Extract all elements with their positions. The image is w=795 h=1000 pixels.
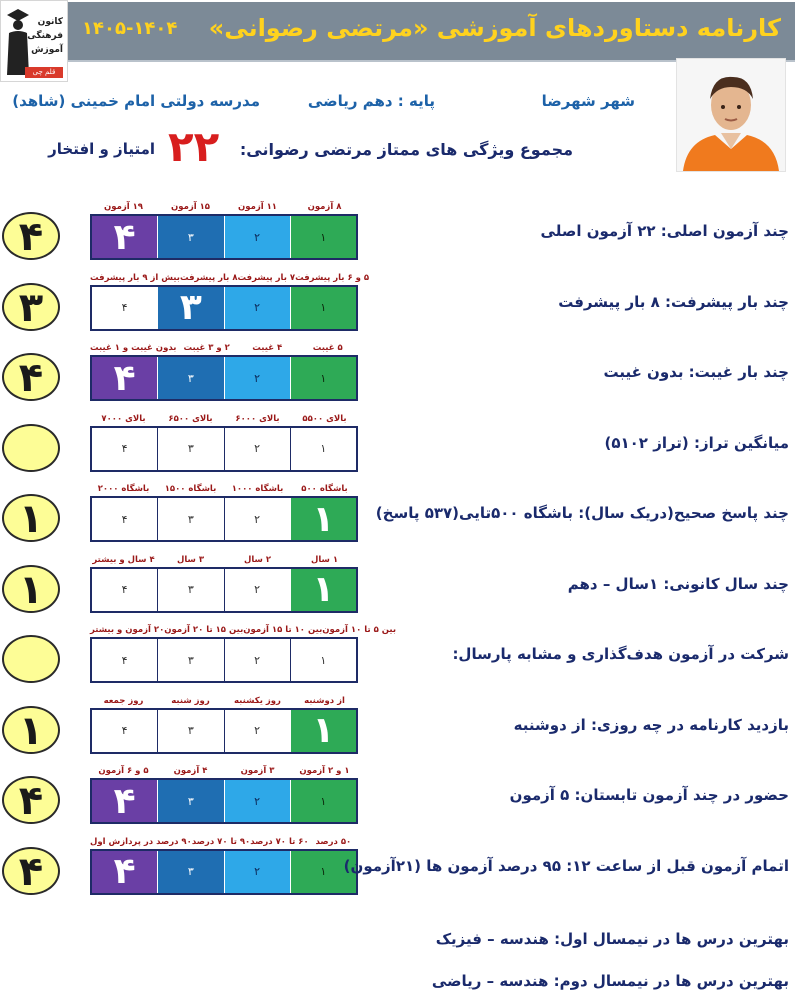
criteria-question: حضور در چند آزمون تابستان: ۵ آزمون [509,786,789,804]
tier-cell: ۱ [290,780,356,822]
tier-cell: ۳ [157,710,223,752]
criteria-row [0,341,795,401]
tier-caption: روز شنبه [171,695,210,706]
tier-scale [90,496,358,542]
tier-scale [90,214,358,260]
tier-caption: بالای ۶۵۰۰ [168,413,213,424]
student-school: مدرسه دولتی امام خمینی (شاهد) [12,92,260,110]
tier-cell: ۲ [224,428,290,470]
tier-cell: ۳ [157,569,223,611]
tier-cell: ۱ [290,639,356,681]
tier-caption: ۲ سال [243,554,272,565]
tier-cell: ۲ [224,216,290,258]
logo-line-2: فرهنگی [27,31,63,41]
criteria-question: شرکت در آزمون هدف‌گذاری و مشابه پارسال: [452,645,789,663]
tier-captions [90,482,358,496]
score-circle: ۱ [2,494,60,542]
tier-captions [90,412,358,426]
tier-caption: ۶۰ تا ۷۰ درصد [250,836,309,847]
tier-caption: ۲ و ۳ غیبت [183,343,230,353]
tier-scale [90,637,358,683]
tier-caption: ۱۱ آزمون [237,202,277,212]
tier-caption: ۳ سال [176,554,205,565]
tier-cell: ۱ [290,569,356,611]
tier-caption: ۵ و ۶ آزمون [98,766,149,776]
score-circle: ۴ [2,776,60,824]
tier-caption: ۴ غیبت [252,343,283,353]
criteria-question: چند آزمون اصلی: ۲۲ آزمون اصلی [540,222,789,240]
criteria-row [0,412,795,472]
tier-cell: ۴ [92,710,157,752]
criteria-question: بازدید کارنامه در چه روزی: از دوشنبه [513,715,789,734]
tier-caption: ۵۰ درصد [315,836,352,847]
tier-caption: ۵ غیبت [312,343,343,353]
tier-cell: ۳ [157,639,223,681]
criteria-row [0,835,795,895]
tier-cell: ۴ [92,569,157,611]
logo-badge: قلم چی [25,67,63,78]
tier-caption: باشگاه ۱۵۰۰ [164,484,217,494]
tier-cell: ۴ [92,216,157,258]
tier-cell: ۴ [92,639,157,681]
tier-cell: ۴ [92,428,157,470]
tier-caption: ۳ آزمون [240,766,275,776]
score-circle: ۳ [2,283,60,331]
score-circle: ۴ [2,847,60,895]
logo-line-3: آموزش [31,45,63,55]
criteria-row [0,271,795,331]
tier-cell: ۴ [92,357,157,399]
tier-cell: ۴ [92,287,157,329]
score-circle: ۴ [2,212,60,260]
student-city: شهر شهرضا [541,92,635,110]
tier-scale [90,778,358,824]
criteria-row [0,553,795,613]
tier-captions [90,553,358,567]
student-grade: پایه : دهم ریاضی [307,92,435,110]
best-courses-first-term: بهترین درس ها در نیمسال اول: هندسه – فیزیک [435,930,789,948]
tier-cell: ۲ [224,851,290,893]
tier-caption: ۸ بار پیشرفت [179,272,238,283]
criteria-question: چند پاسخ صحیح(دریک سال): باشگاه ۵۰۰تایی(۵۳۷ پاسخ) [375,504,789,522]
criteria-row [0,200,795,260]
tier-cell: ۱ [290,287,356,329]
score-circle [2,635,60,683]
criteria-row [0,482,795,542]
tier-cell: ۳ [157,851,223,893]
tier-scale [90,355,358,401]
tier-caption: ۱۵ آزمون [170,202,210,212]
tier-caption: بین ۵ تا ۱۰ آزمون [322,625,397,635]
score-circle: ۱ [2,706,60,754]
tier-cell: ۱ [290,710,356,752]
tier-caption: ۹۰ درصد در پردازش اول [90,836,192,847]
tier-caption: ۵ و ۶ بار پیشرفت [295,272,370,283]
tier-caption: ۷ بار پیشرفت [237,272,296,283]
tier-cell: ۱ [290,216,356,258]
total-score: ۲۲ [168,122,220,171]
tier-caption: بدون غیبت و ۱ غیبت [90,343,177,353]
tier-caption: ۹۰ تا ۷۰ درصد [191,836,251,847]
criteria-row [0,623,795,683]
tier-caption: باشگاه ۱۰۰۰ [231,484,284,494]
tier-scale [90,708,358,754]
criteria-question: اتمام آزمون قبل از ساعت ۱۲: ۹۵ درصد آزمون ها (۲۱آزمون) [343,856,789,875]
tier-caption: بین ۱۵ تا ۲۰ آزمون [164,625,244,635]
tier-cell: ۲ [224,639,290,681]
tier-cell: ۳ [157,780,223,822]
tier-caption: ۱ سال [310,554,339,565]
tier-cell: ۴ [92,498,157,540]
tier-caption: بین ۱۰ تا ۱۵ آزمون [243,625,323,635]
tier-cell: ۲ [224,498,290,540]
criteria-row [0,764,795,824]
page-title: کارنامه دستاوردهای آموزشی «مرتضی رضوانی» [208,14,781,42]
tier-captions [90,764,358,778]
tier-caption: ۱۹ آزمون [103,202,143,212]
tier-cell: ۲ [224,780,290,822]
tier-cell: ۱ [290,851,356,893]
criteria-row [0,694,795,754]
tier-scale [90,426,358,472]
tier-caption: ۲۰ آزمون و بیشتر [90,625,165,635]
criteria-question: میانگین تراز: (تراز ۵۱۰۲) [604,433,789,452]
tier-caption: ۴ آزمون [173,766,208,776]
logo-line-1: کانون [37,17,63,27]
tier-cell: ۲ [224,287,290,329]
criteria-question: چند بار پیشرفت: ۸ بار پیشرفت [558,292,789,311]
total-label: امتیاز و افتخار [48,140,155,158]
tier-cell: ۱ [290,498,356,540]
tier-cell: ۲ [224,357,290,399]
tier-caption: بالای ۶۰۰۰ [235,413,280,424]
tier-caption: ۴ سال و بیشتر [92,554,155,565]
tier-scale [90,567,358,613]
tier-cell: ۱ [290,428,356,470]
tier-captions [90,694,358,708]
tier-caption: روز یکشنبه [234,695,281,706]
tier-caption: از دوشنبه [304,695,345,706]
score-circle: ۴ [2,353,60,401]
year-range: ۱۴۰۵-۱۴۰۴ [82,18,178,39]
tier-caption: بالای ۷۰۰۰ [101,413,146,424]
criteria-question: چند بار غیبت: بدون غیبت [603,363,789,381]
header-banner [68,2,795,62]
tier-cell: ۱ [290,357,356,399]
tier-caption: بیش از ۹ بار پیشرفت [90,272,180,283]
tier-cell: ۲ [224,710,290,752]
tier-cell: ۳ [157,498,223,540]
tier-caption: باشگاه ۵۰۰ [301,484,348,494]
features-label: مجموع ویژگی های ممتاز مرتضی رضوانی: [239,140,573,159]
tier-caption: باشگاه ۲۰۰۰ [97,484,150,494]
tier-cell: ۳ [157,216,223,258]
best-courses-second-term: بهترین درس ها در نیمسال دوم: هندسه – ریاضی [431,972,789,990]
tier-captions [90,271,370,285]
tier-caption: ۱ و ۲ آزمون [299,766,350,776]
score-circle [2,424,60,472]
tier-captions [90,341,358,355]
tier-caption: بالای ۵۵۰۰ [302,413,347,424]
avatar [677,59,785,171]
tier-cell: ۴ [92,851,157,893]
tier-captions [90,623,397,637]
student-photo [676,58,786,172]
criteria-question: چند سال کانونی: ۱سال – دهم [567,574,789,593]
logo [0,0,68,82]
tier-caption: روز جمعه [103,695,144,706]
tier-cell: ۴ [92,780,157,822]
tier-scale [90,285,358,331]
tier-cell: ۳ [157,428,223,470]
tier-cell: ۳ [157,357,223,399]
score-circle: ۱ [2,565,60,613]
tier-captions [90,200,358,214]
tier-cell: ۲ [224,569,290,611]
tier-caption: ۸ آزمون [307,202,342,212]
tier-captions [90,835,358,849]
tier-scale [90,849,358,895]
tier-cell: ۳ [157,287,223,329]
